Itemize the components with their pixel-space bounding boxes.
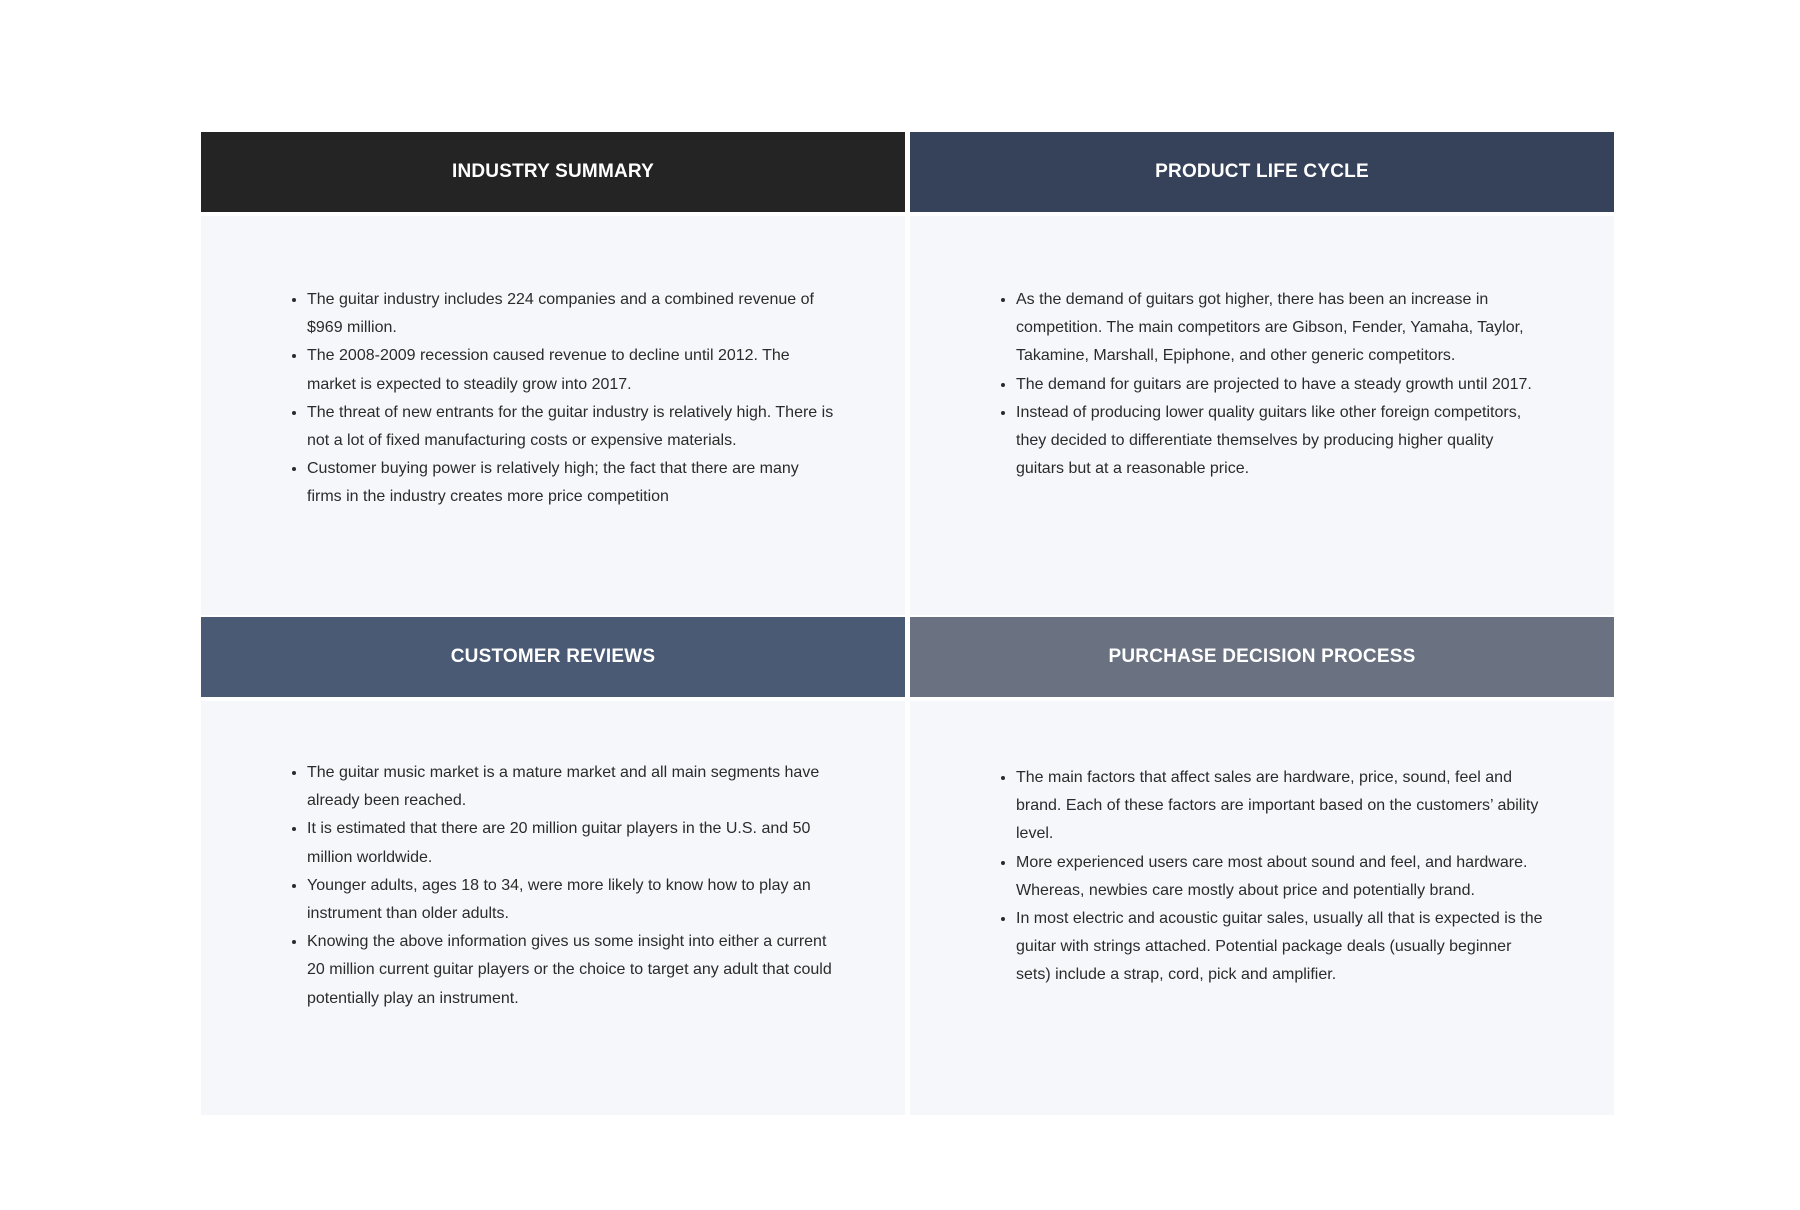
industry-summary-header	[201, 132, 905, 212]
customer-reviews-title: CUSTOMER REVIEWS	[450, 646, 656, 667]
infographic-grid	[201, 132, 1614, 1115]
purchase-decision-panel	[910, 617, 1614, 1115]
list-item: • In most electric and acoustic guitar sales, usually all that is expected is the guitar with strings attached. Potential package deals (usually beginner sets) include a strap, cord, pick and amplifier.	[1016, 905, 1544, 990]
industry-summary-body	[201, 216, 905, 615]
industry-summary-panel	[201, 132, 905, 615]
list-item: • The 2008-2009 recession caused revenue to decline until 2012. The market is expected to steadily grow into 2017.	[307, 342, 835, 398]
purchase-decision-list	[992, 764, 1544, 990]
product-life-cycle-body	[910, 216, 1614, 615]
list-item: • As the demand of guitars got higher, there has been an increase in competition. The main competitors are Gibson, Fender, Yamaha, Taylor, Takamine, Marshall, Epiphone, and other generic competitors.	[1016, 286, 1544, 371]
list-item: • Knowing the above information gives us some insight into either a current 20 million current guitar players or the choice to target any adult that could potentially play an instrument.	[307, 928, 835, 1013]
purchase-decision-title: PURCHASE DECISION PROCESS	[1108, 646, 1416, 667]
list-item: • Younger adults, ages 18 to 34, were more likely to know how to play an instrument than older adults.	[307, 872, 835, 928]
list-item: • It is estimated that there are 20 million guitar players in the U.S. and 50 million worldwide.	[307, 815, 835, 871]
customer-reviews-header	[201, 617, 905, 697]
industry-summary-list	[283, 286, 835, 512]
purchase-decision-header	[910, 617, 1614, 697]
customer-reviews-body	[201, 701, 905, 1115]
list-item: • The main factors that affect sales are hardware, price, sound, feel and brand. Each of these factors are important based on the customers’ ability level.	[1016, 764, 1544, 849]
purchase-decision-body	[910, 701, 1614, 1115]
list-item: • Instead of producing lower quality guitars like other foreign competitors, they decided to differentiate themselves by producing higher quality guitars but at a reasonable price.	[1016, 399, 1544, 484]
list-item: • The guitar industry includes 224 companies and a combined revenue of $969 million.	[307, 286, 835, 342]
product-life-cycle-panel	[910, 132, 1614, 615]
industry-summary-title: INDUSTRY SUMMARY	[451, 161, 654, 182]
customer-reviews-list	[283, 759, 835, 1013]
list-item: • Customer buying power is relatively high; the fact that there are many firms in the industry creates more price competition	[307, 455, 835, 511]
product-life-cycle-title: PRODUCT LIFE CYCLE	[1155, 161, 1369, 182]
list-item: • The demand for guitars are projected to have a steady growth until 2017.	[1016, 371, 1544, 399]
product-life-cycle-list	[992, 286, 1544, 483]
customer-reviews-panel	[201, 617, 905, 1115]
product-life-cycle-header	[910, 132, 1614, 212]
list-item: • More experienced users care most about sound and feel, and hardware. Whereas, newbies care mostly about price and potentially brand.	[1016, 849, 1544, 905]
list-item: • The guitar music market is a mature market and all main segments have already been reached.	[307, 759, 835, 815]
list-item: • The threat of new entrants for the guitar industry is relatively high. There is not a lot of fixed manufacturing costs or expensive materials.	[307, 399, 835, 455]
